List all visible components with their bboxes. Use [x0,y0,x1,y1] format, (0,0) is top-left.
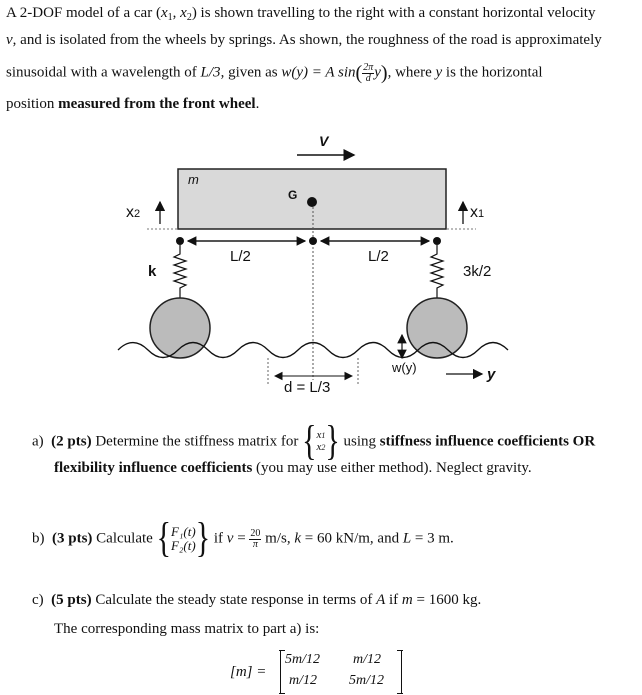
velocity-label: V [319,133,329,149]
force-vector: F₁(t) F₂(t) [170,524,196,553]
intro-line-2: v, and is isolated from the wheels by springs. As shown, the roughness of the road is approximately [6,32,602,48]
x1-label: x1 [470,204,485,221]
mass-matrix [280,650,402,694]
intro-line-3: sinusoidal with a wavelength of L/3, given as w(y) = A sin( $\frac{2\pi}{d}$ y), where y is the horizontal [6,61,543,84]
left-half-label: L/2 [230,248,251,265]
y-label: y [487,366,496,383]
part-a-line-2: flexibility influence coefficients (you may use either method). Neglect gravity. [54,460,532,476]
k-right-label: 3k/2 [463,263,492,280]
part-c-line-2: The corresponding mass matrix to part a) is: [54,621,320,637]
intro-line-4: position measured from the front wheel. [6,96,260,112]
mass-matrix-m22: 5m/12 [349,673,384,688]
k-left-label: k [148,263,157,280]
d-label: d = L/3 [284,379,331,396]
two-pi-over-d: $\frac{2\pi}{d}$ [363,61,374,84]
part-b-line: b) (3 pts) Calculate {F₁(t) F₂(t)} if v = $\frac{20}{\pi}$ m/s, k = 60 kN/m, and L = 3 m. [32,515,454,562]
car-model-figure [0,118,642,408]
mass-label: m [188,172,199,187]
intro-line-1: A 2-DOF model of a car ($x_1$, $x_2$) is shown travelling to the right with a constant horizontal velocity [6,5,596,23]
front-wheel [407,298,467,358]
center-of-gravity [307,197,317,207]
x-vector: x1 x2 [316,429,326,453]
right-spring [431,245,443,300]
mass-matrix-m21: m/12 [289,673,317,688]
cg-label: G [288,188,298,202]
x2-label: x2 [126,204,141,221]
left-spring [174,245,186,300]
w-label: w(y) [392,360,417,375]
mass-matrix-m12: m/12 [353,652,381,667]
part-c-line-1: c) (5 pts) Calculate the steady state response in terms of A if m = 1600 kg. [32,592,482,608]
part-a-line-1: a) (2 pts) Determine the stiffness matrix for {x1 x2} using stiffness influence coefficients OR [32,418,596,465]
mass-matrix-label: [m] = [230,664,267,680]
mass-matrix-m11: 5m/12 [285,652,320,667]
right-half-label: L/2 [368,248,389,265]
